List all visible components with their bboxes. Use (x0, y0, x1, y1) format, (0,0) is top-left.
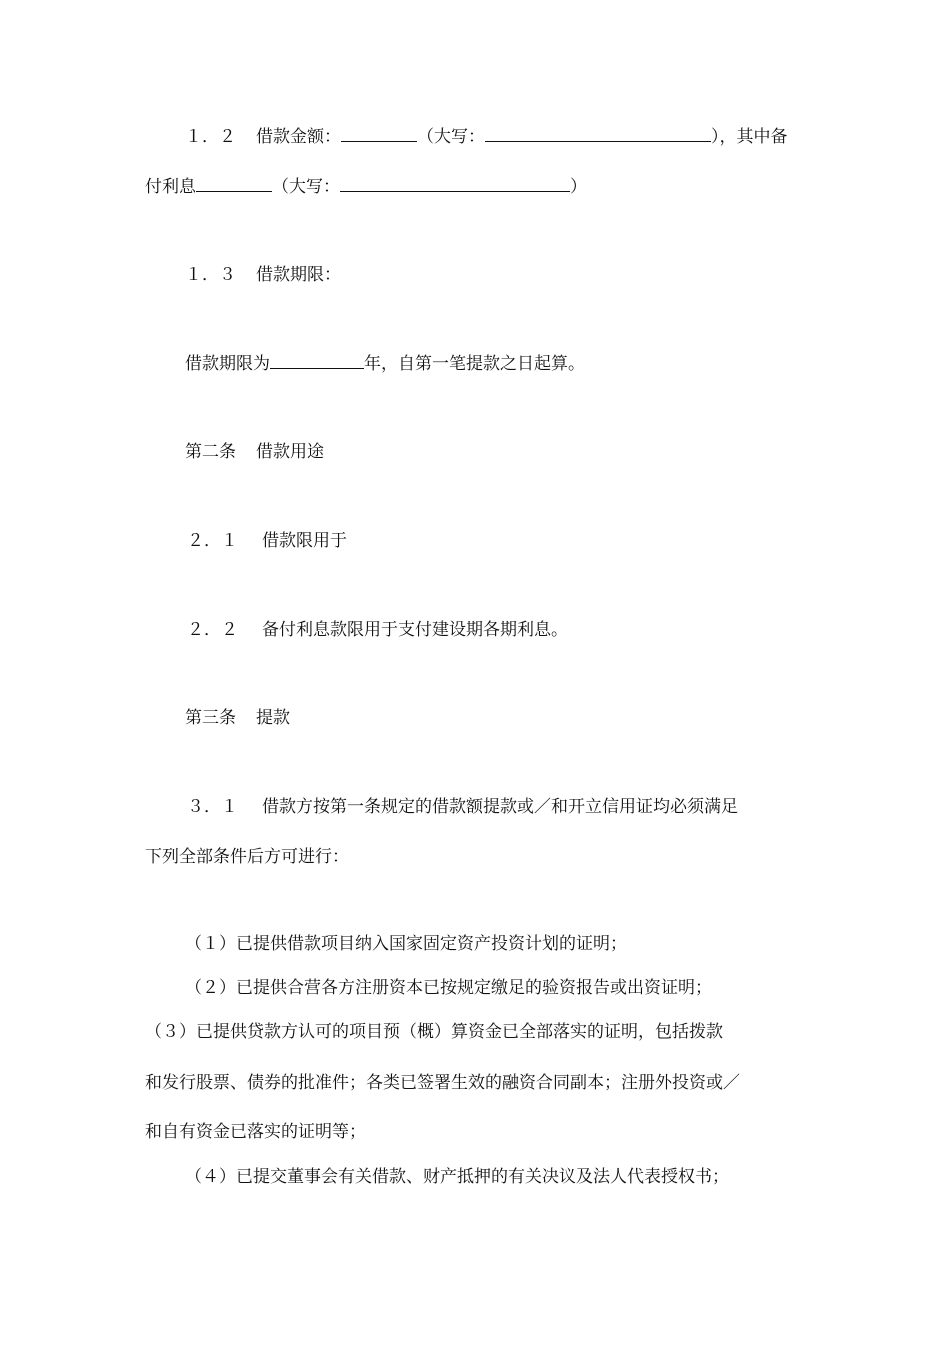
article-number: 第三条 (185, 708, 236, 728)
close-paren: ） (570, 177, 587, 197)
reserve-interest-label: 付利息 (145, 177, 196, 197)
clause-text: 借款限用于 (262, 531, 347, 551)
amount-in-words-label: （大写： (417, 127, 485, 147)
clause-1-2-line-2 (145, 175, 587, 198)
reserve-interest-words-blank[interactable] (340, 175, 570, 192)
condition-item-3-line-1 (145, 1021, 723, 1043)
clause-text: 借款方按第一条规定的借款额提款或／和开立信用证均必须满足 (262, 797, 738, 817)
condition-item-3-line-3 (145, 1121, 366, 1143)
loan-term-years-blank[interactable] (270, 352, 364, 369)
condition-item-2 (185, 977, 712, 999)
clause-text: 下列全部条件后方可进行： (145, 847, 349, 867)
loan-amount-label: 借款金额： (256, 127, 341, 147)
clause-2-2 (187, 619, 568, 641)
condition-item-1 (185, 933, 627, 955)
clause-number: １．２ (185, 127, 236, 147)
article-title: 借款用途 (256, 442, 324, 462)
clause-3-1-line-1 (187, 796, 738, 818)
loan-amount-words-blank[interactable] (485, 125, 711, 142)
article-3-heading (185, 707, 290, 729)
condition-text: （１）已提供借款项目纳入国家固定资产投资计划的证明； (185, 934, 627, 954)
condition-text: 和自有资金已落实的证明等； (145, 1122, 366, 1142)
clause-1-3-heading (185, 264, 341, 286)
article-2-heading (185, 441, 324, 463)
loan-amount-blank[interactable] (341, 125, 417, 142)
article-title: 提款 (256, 708, 290, 728)
clause-number: ２．１ (187, 531, 238, 551)
condition-text: （３）已提供贷款方认可的项目预（概）算资金已全部落实的证明，包括拨款 (145, 1022, 723, 1042)
condition-text: （２）已提供合营各方注册资本已按规定缴足的验资报告或出资证明； (185, 978, 712, 998)
condition-text: （４）已提交董事会有关借款、财产抵押的有关决议及法人代表授权书； (185, 1167, 729, 1187)
condition-item-4 (185, 1166, 729, 1188)
clause-number: １．３ (185, 265, 236, 285)
clause-number: ３．１ (187, 797, 238, 817)
clause-1-2-line-1 (185, 125, 788, 148)
clause-text: 备付利息款限用于支付建设期各期利息。 (262, 620, 568, 640)
condition-text: 和发行股票、债券的批准件；各类已签署生效的融资合同副本；注册外投资或／ (145, 1073, 740, 1093)
clause-number: ２．２ (187, 620, 238, 640)
clause-1-2-text: ），其中备 (711, 127, 788, 147)
clause-title: 借款期限： (256, 265, 341, 285)
loan-term-text: 年，自第一笔提款之日起算。 (364, 354, 585, 374)
article-number: 第二条 (185, 442, 236, 462)
loan-term-line (185, 352, 585, 375)
loan-term-label: 借款期限为 (185, 354, 270, 374)
condition-item-3-line-2 (145, 1072, 740, 1094)
clause-3-1-line-2 (145, 846, 349, 868)
amount-in-words-label: （大写： (272, 177, 340, 197)
clause-2-1 (187, 530, 347, 552)
reserve-interest-blank[interactable] (196, 175, 272, 192)
